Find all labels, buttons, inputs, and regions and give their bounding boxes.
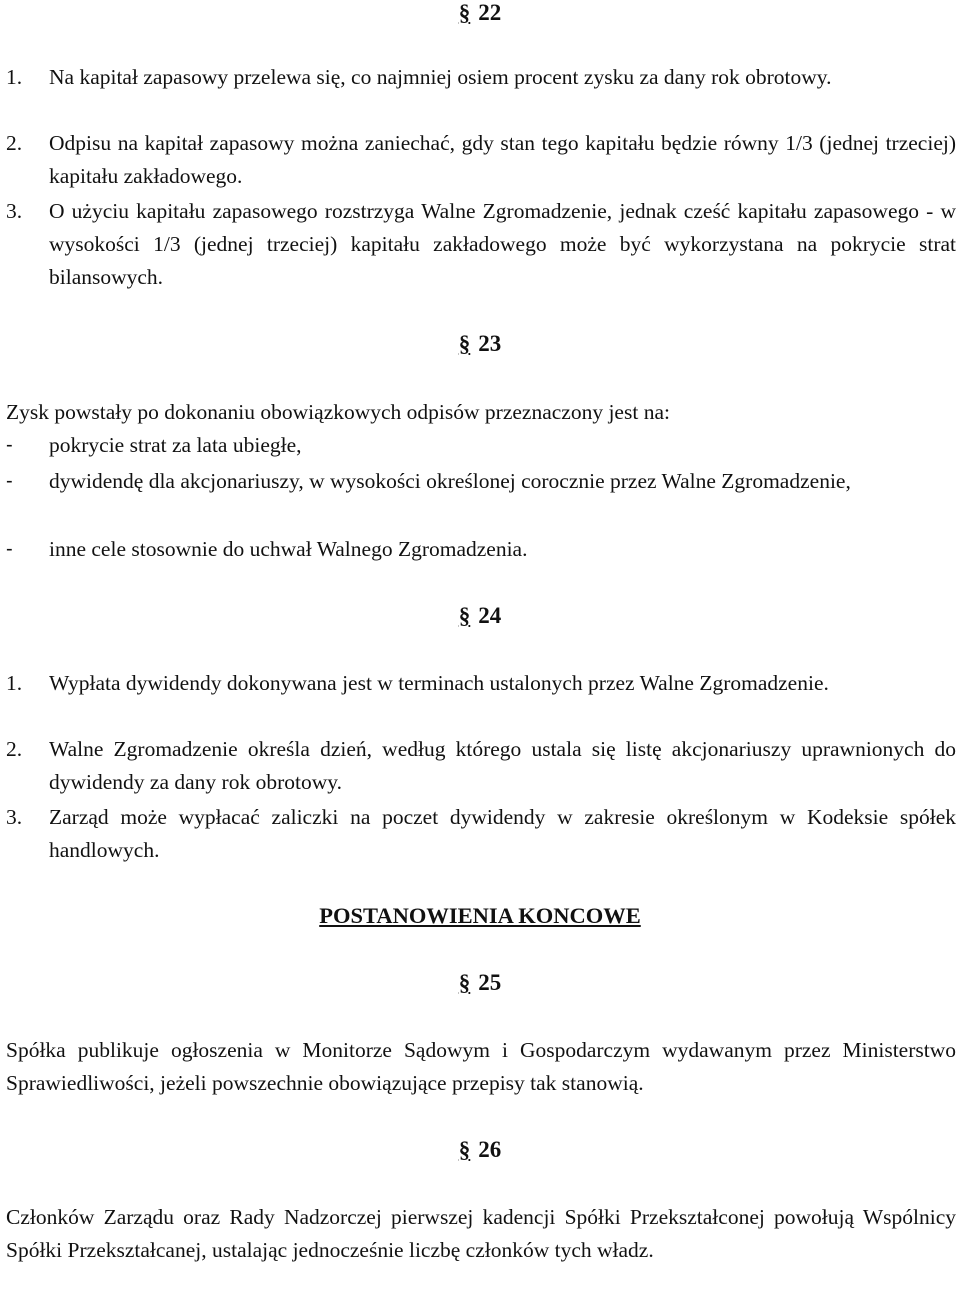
section-number: 26 bbox=[478, 1137, 502, 1162]
item-text: dywidendę dla akcjonariuszy, w wysokości określonej corocznie przez Walne Zgromadzenie, bbox=[49, 469, 851, 493]
section-24-title bbox=[0, 601, 960, 631]
list-item bbox=[6, 127, 956, 193]
item-text: Walne Zgromadzenie określa dzień, według którego ustala się listę akcjonariuszy uprawnionych do dywidendy za dany rok obrotowy. bbox=[49, 737, 956, 794]
list-item bbox=[6, 195, 956, 294]
section-number: 24 bbox=[478, 603, 502, 628]
list-item bbox=[6, 667, 956, 700]
section-symbol: § bbox=[458, 603, 471, 628]
chapter-heading: POSTANOWIENIA KONCOWE bbox=[319, 903, 641, 928]
section-number: 23 bbox=[478, 331, 502, 356]
item-text: inne cele stosownie do uchwał Walnego Zgromadzenia. bbox=[49, 537, 528, 561]
section-symbol: § bbox=[458, 0, 471, 25]
section-26-text: Członków Zarządu oraz Rady Nadzorczej pierwszej kadencji Spółki Przekształconej powołują Wspólnicy Spółki Przekształcanej, ustalając jednocześnie liczbę członków tych władz. bbox=[6, 1205, 956, 1262]
item-dash: - bbox=[6, 434, 13, 456]
item-text: Odpisu na kapitał zapasowy można zaniechać, gdy stan tego kapitału będzie równy 1/3 (jednej trzeciej) kapitału zakładowego. bbox=[49, 131, 956, 188]
item-text: O użyciu kapitału zapasowego rozstrzyga Walne Zgromadzenie, jednak cześć kapitału zapasowego - w wysokości 1/3 (jednej trzeciej) kapitału zakładowego może być wykorzystana na pokrycie strat bilansowych. bbox=[49, 199, 956, 289]
item-text: pokrycie strat za lata ubiegłe, bbox=[49, 433, 302, 457]
item-number: 2. bbox=[6, 737, 23, 761]
item-number: 3. bbox=[6, 805, 23, 829]
list-item bbox=[6, 801, 956, 867]
item-number: 1. bbox=[6, 65, 23, 89]
list-item bbox=[6, 61, 956, 94]
list-item bbox=[6, 465, 956, 498]
section-23-title bbox=[0, 329, 960, 359]
section-25-text: Spółka publikuje ogłoszenia w Monitorze Sądowym i Gospodarczym wydawanym przez Ministerstwo Sprawiedliwości, jeżeli powszechnie obowiązujące przepisy tak stanowią. bbox=[6, 1038, 956, 1095]
item-number: 2. bbox=[6, 131, 23, 155]
item-number: 3. bbox=[6, 199, 23, 223]
section-symbol: § bbox=[458, 1137, 471, 1162]
list-item bbox=[6, 429, 956, 462]
item-text: Wypłata dywidendy dokonywana jest w terminach ustalonych przez Walne Zgromadzenie. bbox=[49, 671, 829, 695]
item-number: 1. bbox=[6, 671, 23, 695]
section-26-title bbox=[0, 1135, 960, 1165]
section-25-title bbox=[0, 968, 960, 998]
item-dash: - bbox=[6, 538, 13, 560]
item-text: Zarząd może wypłacać zaliczki na poczet dywidendy w zakresie określonym w Kodeksie spółek handlowych. bbox=[49, 805, 956, 862]
section-23-intro: Zysk powstały po dokonaniu obowiązkowych odpisów przeznaczony jest na: bbox=[6, 400, 670, 424]
section-symbol: § bbox=[458, 331, 471, 356]
section-22-title bbox=[0, 0, 960, 28]
list-item bbox=[6, 533, 956, 566]
item-text: Na kapitał zapasowy przelewa się, co najmniej osiem procent zysku za dany rok obrotowy. bbox=[49, 65, 832, 89]
list-item bbox=[6, 733, 956, 799]
section-number: 22 bbox=[478, 0, 502, 25]
section-number: 25 bbox=[478, 970, 502, 995]
item-dash: - bbox=[6, 470, 13, 492]
section-symbol: § bbox=[458, 970, 471, 995]
